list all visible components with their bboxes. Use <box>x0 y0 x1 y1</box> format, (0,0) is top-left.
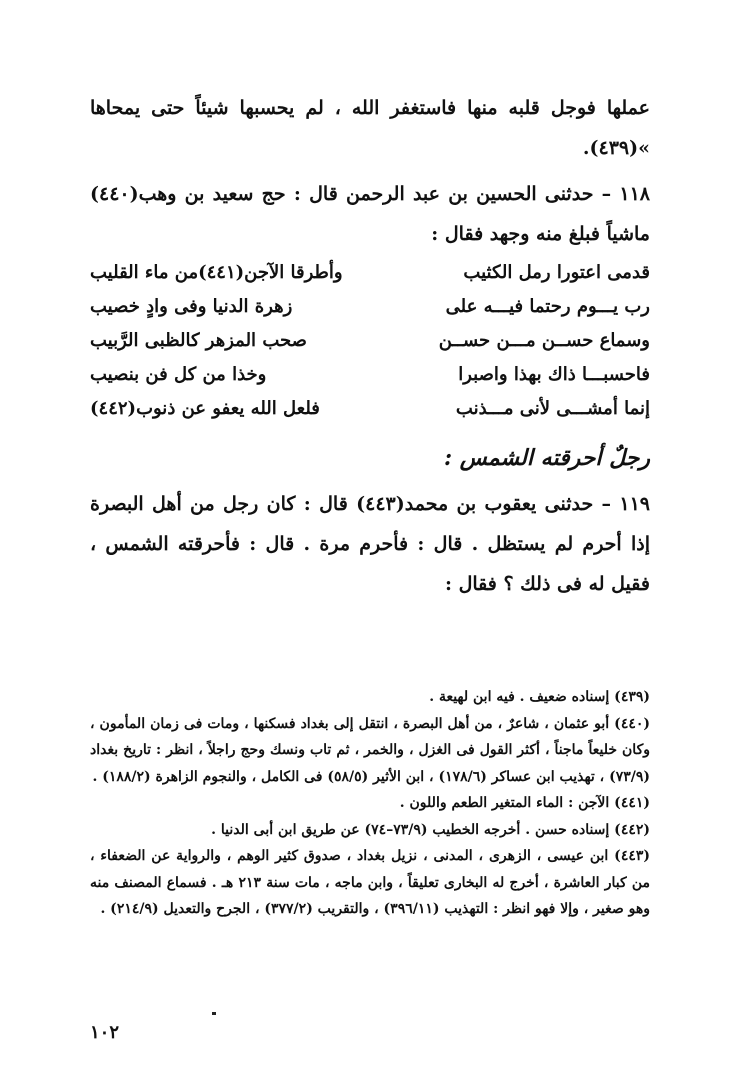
footnote: (٤٤١) الآجن : الماء المتغير الطعم واللون . <box>399 795 650 811</box>
poem-verse <box>90 256 650 290</box>
verse-second-hemistich: وأطرقا الآجن(٤٤١)من ماء القليب <box>90 262 343 283</box>
paragraph-118: ١١٨ – حدثنى الحسين بن عبد الرحمن قال : حج سعيد بن وهب(٤٤٠) ماشياً فبلغ منه وجهد فقال : <box>90 183 650 245</box>
stray-dot <box>212 1012 216 1015</box>
footnote: (٤٤٢) إسناده حسن . أخرجه الخطيب (٧٣/٩–٧٤) عن طريق ابن أبى الدنيا . <box>211 821 650 838</box>
verse-first-hemistich: رب يـــوم رحتما فيـــه على <box>445 296 650 317</box>
verse-first-hemistich: قدمى اعتورا رمل الكثيب <box>463 262 650 283</box>
verse-first-hemistich: إنما أمشـــى لأنى مـــذنب <box>455 398 650 419</box>
poem-verse <box>90 290 650 324</box>
page-content <box>90 88 650 1068</box>
footnote: (٤٣٩) إسناده ضعيف . فيه ابن لهيعة . <box>429 689 650 705</box>
paragraph-119: ١١٩ – حدثنى يعقوب بن محمد(٤٤٣) قال : كان رجل من أهل البصرة إذا أحرم لم يستظل . قال : فأحرم مرة . قال : فأحرقته الشمس ، فقيل له فى ذلك ؟ فقال : <box>90 493 651 595</box>
verse-second-hemistich: فلعل الله يعفو عن ذنوب(٤٤٢) <box>90 398 320 419</box>
verse-second-hemistich: صحب المزهر كالظبى الرَّبيب <box>90 330 307 351</box>
poem-verse <box>90 392 650 426</box>
section-heading: رجلٌ أحرقته الشمس : <box>444 445 650 471</box>
footnote: (٤٤٠) أبو عثمان ، شاعرٌ ، من أهل البصرة ، انتقل إلى بغداد فسكنها ، ومات فى زمان المأمون ، وكان خليعاً ماجناً ، أكثر القول فى الغزل ، والخمر ، ثم تاب ونسك وحج راجلاً ، انظر : تاريخ بغداد (٧٣/٩) ، تهذيب ابن عساكر (١٧٨/٦) ، ابن الأثير (٥٨/٥) فى الكامل ، والنجوم الزاهرة (١٨٨/٢) . <box>90 715 650 785</box>
paragraph-continuation: عملها فوجل قلبه منها فاستغفر الله ، لم يحسبها شيئاً حتى يمحاها »(٤٣٩). <box>90 97 650 159</box>
poem <box>90 256 650 426</box>
verse-first-hemistich: فاحسبـــا ذاك بهذا واصبرا <box>458 364 650 385</box>
page-number: ١٠٢ <box>90 1022 120 1043</box>
verse-second-hemistich: وخذا من كل فن بنصيب <box>90 364 267 385</box>
footnote: (٤٤٣) ابن عيسى ، الزهرى ، المدنى ، نزيل بغداد ، صدوق كثير الوهم ، والرواية عن الضعفاء ، من كبار العاشرة ، أخرج له البخارى تعليقاً ، وابن ماجه ، مات سنة ٢١٣ هـ . فسماع المصنف منه وهو صغير ، وإلا فهو انظر : التهذيب (٣٩٦/١١) ، والتقريب (٣٧٧/٢) ، الجرح والتعديل (٢١٤/٩) . <box>90 848 650 917</box>
poem-verse <box>90 358 650 392</box>
verse-first-hemistich: وسماع حســن مـــن حســن <box>438 330 650 351</box>
footnotes <box>90 684 650 923</box>
poem-verse <box>90 324 650 358</box>
verse-second-hemistich: زهرة الدنيا وفى وادٍ خصيب <box>90 296 293 317</box>
